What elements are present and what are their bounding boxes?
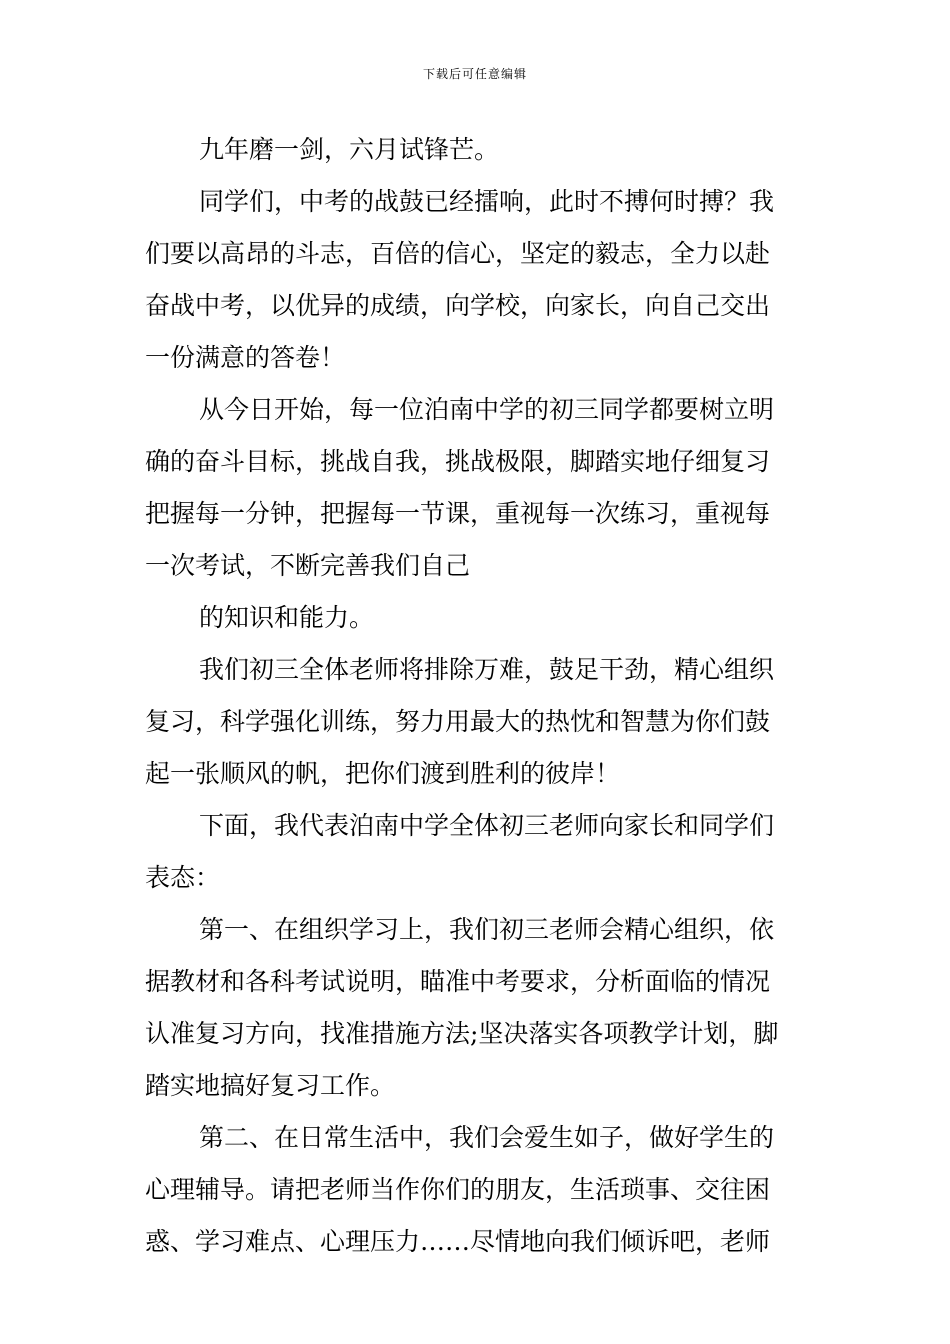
paragraph-line: 下面，我代表泊南中学全体初三老师向家长和同学们 (199, 811, 775, 840)
paragraph-line: 一次考试，不断完善我们自己 (145, 551, 471, 580)
paragraph-line: 我们初三全体老师将排除万难，鼓足干劲，精心组织 (199, 655, 775, 684)
paragraph-line: 第一、在组织学习上，我们初三老师会精心组织，依 (199, 915, 775, 944)
paragraph-line: 惑、学习难点、心理压力……尽情地向我们倾诉吧，老师 (145, 1227, 771, 1256)
paragraph-line: 一份满意的答卷！ (145, 343, 346, 372)
paragraph-line: 同学们，中考的战鼓已经擂响，此时不搏何时搏？我 (199, 187, 775, 216)
paragraph-line: 起一张顺风的帆，把你们渡到胜利的彼岸！ (145, 759, 621, 788)
paragraph-line: 确的奋斗目标，挑战自我，挑战极限，脚踏实地仔细复习 (145, 447, 771, 476)
paragraph-line: 把握每一分钟，把握每一节课，重视每一次练习，重视每 (145, 499, 771, 528)
paragraph-line: 心理辅导。请把老师当作你们的朋友，生活琐事、交往困 (145, 1175, 771, 1204)
paragraph-line: 的知识和能力。 (199, 603, 375, 632)
paragraph-line: 从今日开始，每一位泊南中学的初三同学都要树立明 (199, 395, 775, 424)
paragraph-line: 九年磨一剑，六月试锋芒。 (199, 135, 500, 164)
document-body (145, 124, 810, 1268)
paragraph-line: 据教材和各科考试说明，瞄准中考要求，分析面临的情况 (145, 967, 771, 996)
paragraph-line: 第二、在日常生活中，我们会爱生如子，做好学生的 (199, 1123, 775, 1152)
paragraph-line: 表态： (145, 863, 221, 892)
paragraph-line: 们要以高昂的斗志，百倍的信心，坚定的毅志，全力以赴 (145, 239, 771, 268)
paragraph-line: 复习，科学强化训练，努力用最大的热忱和智慧为你们鼓 (145, 707, 771, 736)
paragraph-line: 踏实地搞好复习工作。 (145, 1071, 396, 1100)
paragraph-line: 认准复习方向，找准措施方法;坚决落实各项教学计划，脚 (145, 1019, 779, 1048)
header-note: 下载后可任意编辑 (422, 67, 527, 81)
paragraph-line: 奋战中考，以优异的成绩，向学校，向家长，向自己交出 (145, 291, 771, 320)
